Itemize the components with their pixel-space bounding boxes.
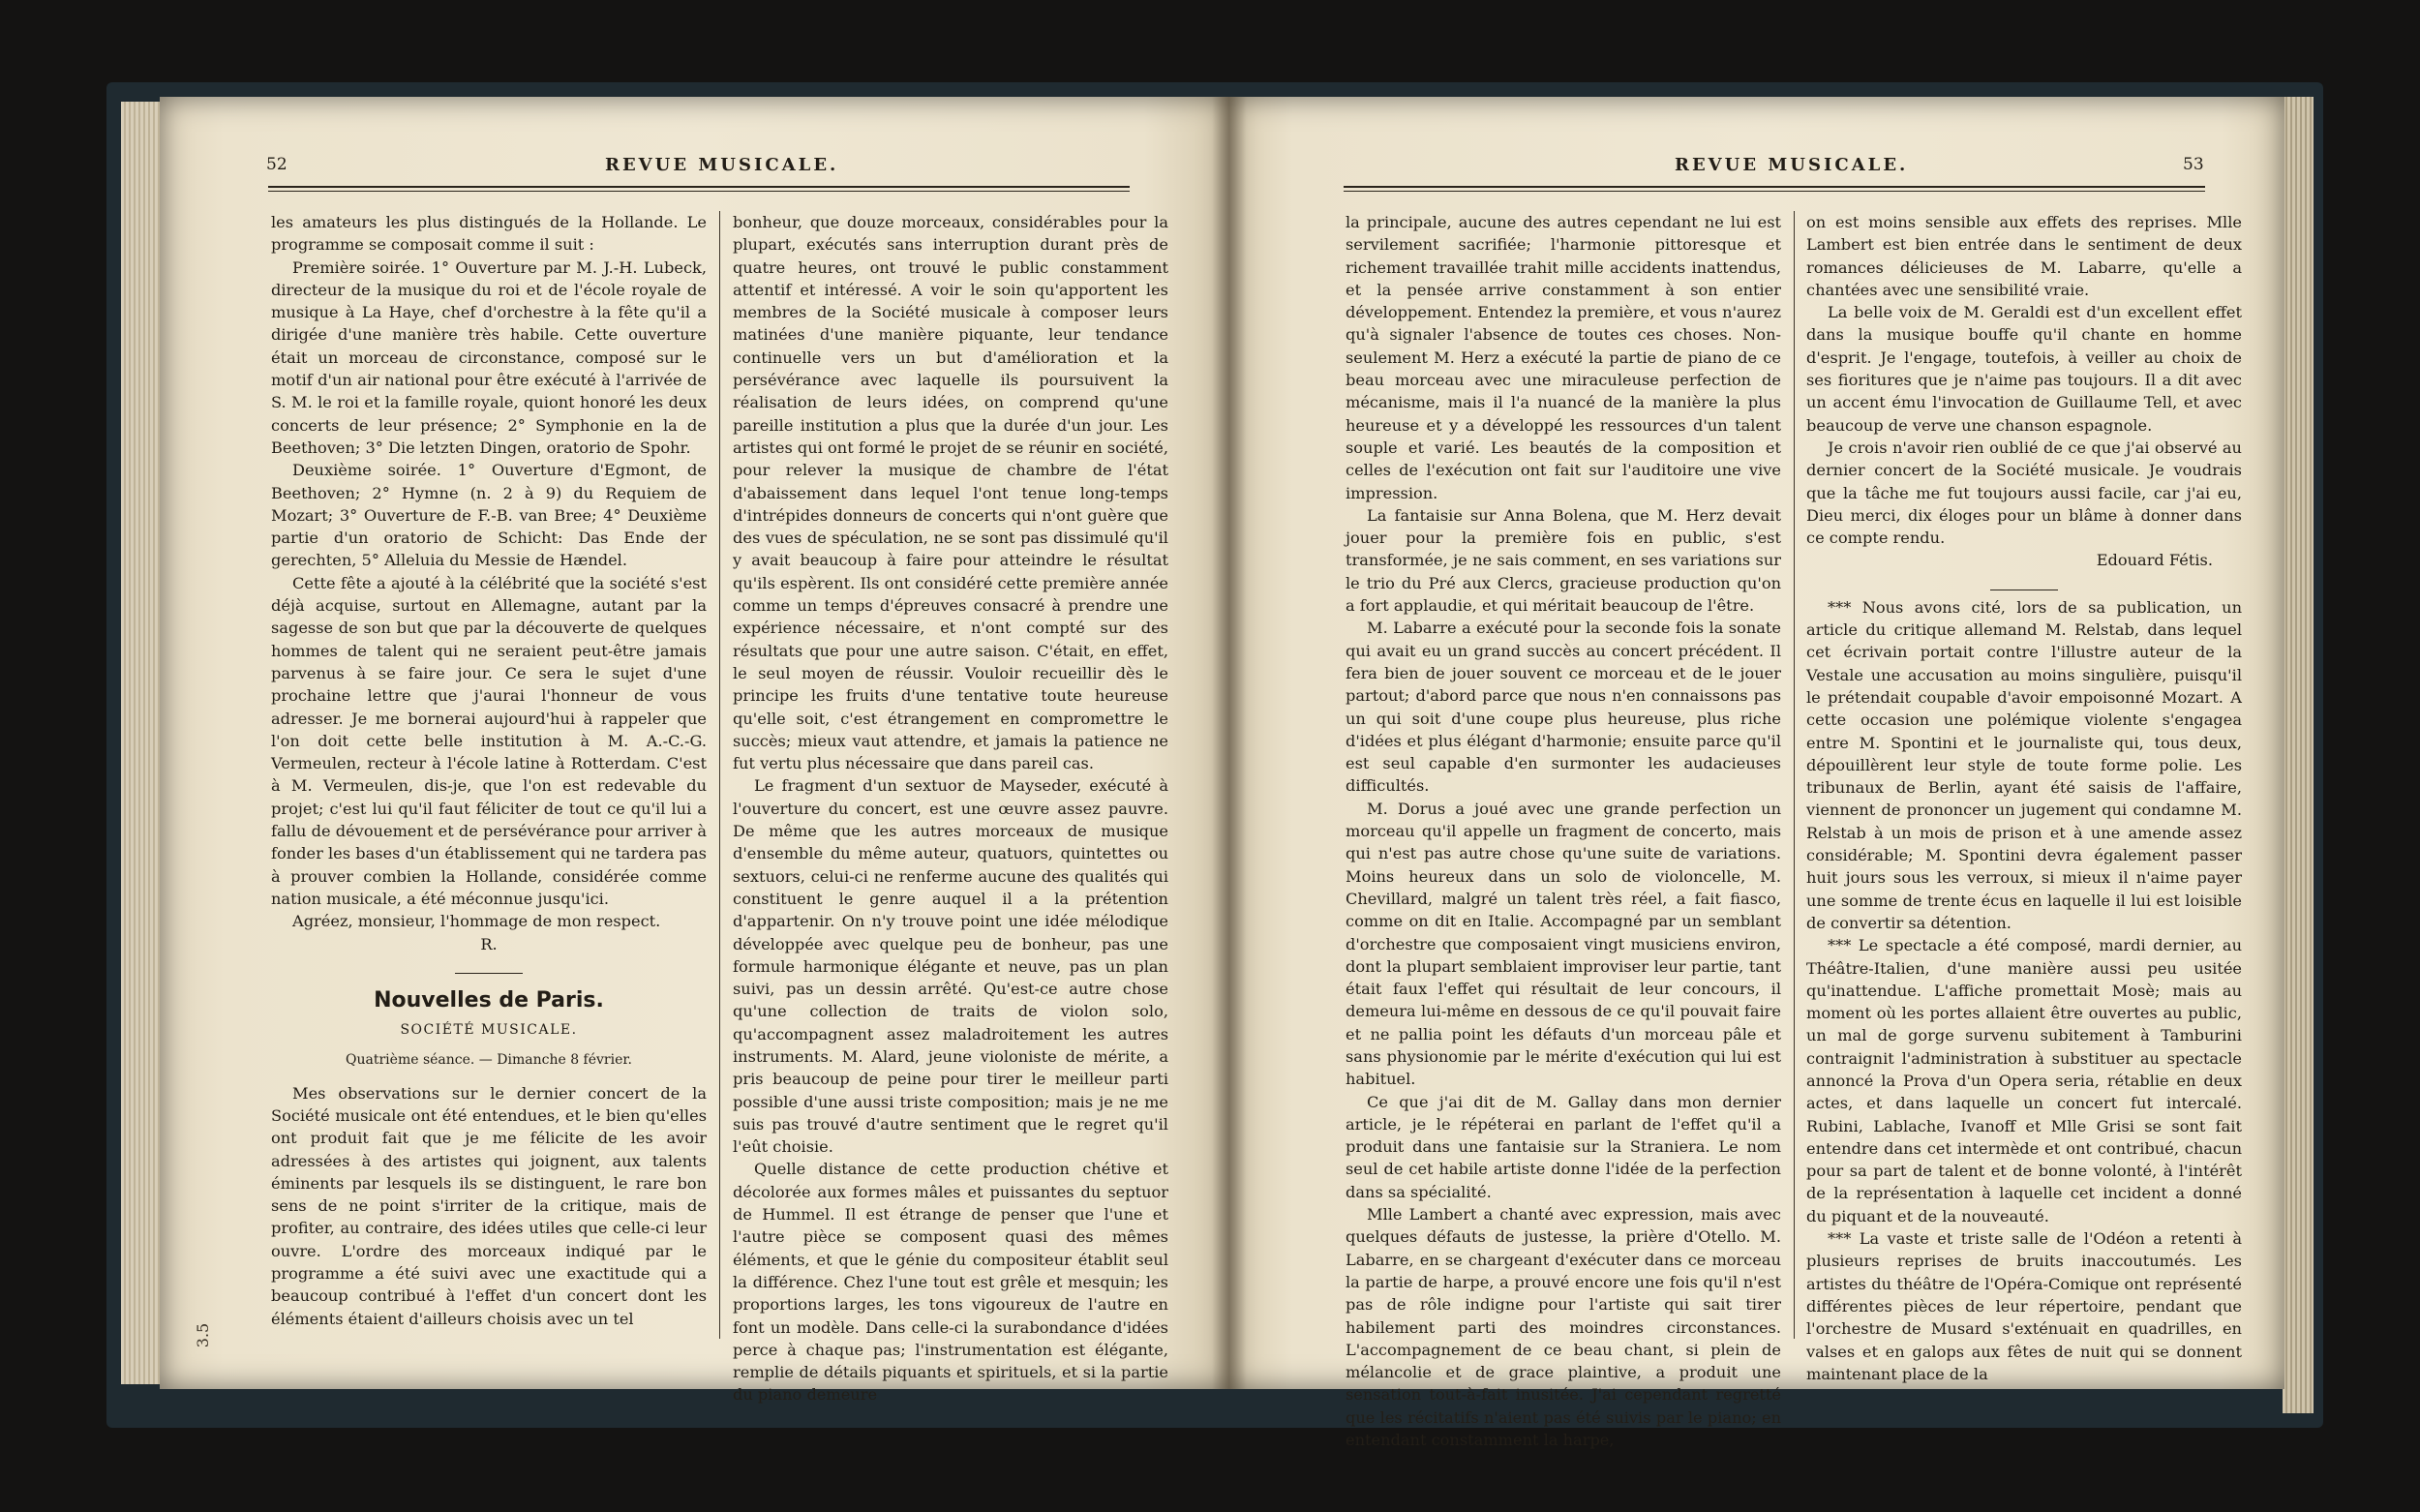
paragraph: Cette fête a ajouté à la célébrité que la société s'est déjà acquise, surtout en Allemagne, autant par la sagesse de son but que par la découverte de quelques hommes de talent qui ne seraient peut-être jamais parvenus à se faire jour. Ce sera le sujet d'une prochaine lettre que j'aurai l'honneur de vous adresser. Je me bornerai aujourd'hui à rappeler que l'on doit cette belle institution à M. A.-C.-G. Vermeulen, recteur à l'école latine à Rotterdam. C'est à M. Vermeulen, dis-je, que l'on est redevable du projet; c'est lui qu'il faut féliciter de tout ce qu'il lui a fallu de dévouement et de persévérance pour arriver à fonder les bases d'un établissement qui ne tardera pas à prouver combien la Hollande, considérée comme nation musicale, a été méconnue jusqu'ici. bbox=[271, 573, 707, 908]
paragraph: bonheur, que douze morceaux, considérables pour la plupart, exécutés sans interruption durant près de quatre heures, ont trouvé le public constamment attentif et intéressé. A voir le soin qu'apportent les membres de la Société musicale à composer leurs matinées d'une manière piquante, leur tendance continuelle vers un but d'amélioration et la persévérance avec laquelle ils poursuivent la réalisation de leurs idées, on comprend qu'une pareille institution a plus que la durée d'un jour. Les artistes qui ont formé le projet de se réunir en société, pour relever la musique de chambre de l'état d'abaissement dans lequel l'ont tenue long-temps d'intrépides donneurs de concerts qui n'ont guère que des vues de spéculation, ne se sont pas dissimulé qu'il y avait beaucoup à faire pour atteindre le résultat qu'ils espèrent. Ils ont considéré cette première année comme un temps d'épreuves consacré à prendre une expérience nécessaire, et n'ont compté sur des résultats que pour une autre saison. C'était, en effet, le seul moyen de réussir. Vouloir recueillir dès le principe les fruits d'une tentative toute heureuse qu'elle soit, c'est étrangement en compromettre le succès; mieux vaut attendre, et jamais la patience ne fut vertu plus nécessaire que dans pareil cas. bbox=[733, 213, 1169, 773]
left-page bbox=[160, 97, 1229, 1405]
paragraph: La belle voix de M. Geraldi est d'un excellent effet dans la musique bouffe qu'il chante en homme d'esprit. Je l'engage, toutefois, à veiller au choix de ses fioritures que je n'aime pas toujours. Il a dit avec un accent ému l'invocation de Guillaume Tell, et avec beaucoup de verve une chanson espagnole. bbox=[1806, 303, 2242, 435]
right-column-1 bbox=[1346, 211, 1781, 1451]
paragraph: Je crois n'avoir rien oublié de ce que j'ai observé au dernier concert de la Société musicale. Je voudrais que la tâche me fut toujours aussi facile, car j'ai eu, Dieu merci, dix éloges pour un blâme à donner dans ce compte rendu. bbox=[1806, 438, 2242, 548]
running-head-right: REVUE MUSICALE. bbox=[1675, 155, 1909, 175]
signature: Edouard Fétis. bbox=[2096, 551, 2213, 570]
news-item: *** Le spectacle a été composé, mardi dernier, au Théâtre-Italien, d'une manière aussi peu usitée qu'inattendue. L'affiche promettait Mosè; mais au moment où les portes allaient être ouvertes au public, un mal de gorge survenu subitement à Tamburini contraignit l'administration à substituer au spectacle annoncé la Prova d'un Opera seria, rétablie en deux actes, et dans laquelle un concert fut intercalé. Rubini, Lablache, Ivanoff et Mlle Grisi se sont fait entendre dans cet intermède et ont contribué, chacun pour sa part de talent et de bonne volonté, à l'intérêt de la représentation à laquelle cet incident a donné du piquant et de la nouveauté. bbox=[1806, 936, 2242, 1225]
left-column-2 bbox=[733, 211, 1168, 1406]
paragraph: Ce que j'ai dit de M. Gallay dans mon dernier article, je le répéterai en parlant de l'effet qu'il a produit dans une fantaisie sur la Straniera. Le nom seul de cet habile artiste donne l'idée de la perfection dans sa spécialité. bbox=[1346, 1092, 1781, 1201]
column-divider bbox=[719, 211, 720, 1339]
left-column-1 bbox=[271, 211, 707, 1330]
paragraph: M. Labarre a exécuté pour la seconde fois la sonate qui avait eu un grand succès au concert précédent. Il fera bien de jouer souvent ce morceau et de le jouer partout; d'abord parce que nous n'en connaissons pas un qui soit d'une coupe plus heureuse, plus riche d'idées et plus élégant d'harmonie; ensuite parce qu'il est seul capable d'en surmonter les audacieuses difficultés. bbox=[1346, 619, 1781, 796]
paragraph: Le fragment d'un sextuor de Mayseder, exécuté à l'ouverture du concert, est une œuvre assez pauvre. De même que les autres morceaux de musique d'ensemble du même auteur, quatuors, quintettes ou sextuors, celui-ci ne renferme aucune des qualités qui constituent le genre auquel il a la prétention d'appartenir. On n'y trouve point une idée mélodique développée avec quelque peu de bonheur, pas une formule harmonique élégante et neuve, pas un plan suivi, pas un dessin arrêté. Qu'est-ce autre chose qu'une collection de traits de violon solo, qu'accompagnent assez maladroitement les autres instruments. M. Alard, jeune violoniste de mérite, a pris beaucoup de peine pour tirer le meilleur parti possible d'une aussi triste composition; mais je ne me suis pas trouvé d'autre sentiment que le regret qu'il l'eût choisie. bbox=[733, 776, 1168, 1157]
seance-date: Quatrième séance. — Dimanche 8 février. bbox=[346, 1052, 632, 1069]
section-subheading: SOCIÉTÉ MUSICALE. bbox=[400, 1022, 578, 1039]
news-item: *** Nous avons cité, lors de sa publication, un article du critique allemand M. Relstab, dans lequel cet écrivain portait contre l'illustre auteur de la Vestale une accusation au moins singulière, puisqu'il le prétendait coupable d'avoir empoisonné Mozart. A cette occasion une polémique violente s'engagea entre M. Spontini et le journaliste qui, tous deux, dépouillèrent leur style de toute forme polie. Les tribunaux de Berlin, ayant été saisis de l'affaire, viennent de prononcer un jugement qui condamne M. Relstab à un mois de prison et à une amende assez considérable; M. Spontini devra également passer huit jours sous les verroux, si mieux il n'aime payer une somme de trente écus en laquelle il lui est loisible de convertir sa détention. bbox=[1806, 597, 2242, 932]
running-head-left: REVUE MUSICALE. bbox=[605, 155, 839, 175]
right-page bbox=[1229, 97, 2284, 1450]
paragraph: les amateurs les plus distingués de la Hollande. Le programme se composait comme il suit : bbox=[271, 213, 707, 255]
paragraph: on est moins sensible aux effets des reprises. Mlle Lambert est bien entrée dans le sentiment de deux romances délicieuses de M. Labarre, qu'elle a chantées avec une sensibilité vraie. bbox=[1806, 213, 2242, 299]
section-heading: Nouvelles de Paris. bbox=[374, 987, 604, 1013]
left-page-edges bbox=[121, 102, 162, 1384]
book-gutter bbox=[1212, 97, 1247, 1389]
paragraph: Mlle Lambert a chanté avec expression, mais avec quelques défauts de justesse, la prière d'Otello. M. Labarre, en se chargeant d'exécuter dans ce morceau la partie de harpe, a prouvé encore une fois qu'il n'est pas de rôle indigne pour l'artiste qui sait tirer habilement parti des moindres circonstances. L'accompagnement de ce beau chant, si plein de mélancolie et de grace plaintive, a produit une sensation tout-à-fait inusitée. J'ai cependant regretté que les récitatifs n'aient pas été suivis par le piano; en entendant constamment la harpe, bbox=[1346, 1205, 1781, 1450]
right-page-edges bbox=[2283, 97, 2314, 1413]
paragraph: Première soirée. 1° Ouverture par M. J.-H. Lubeck, directeur de la musique du roi et de l'école royale de musique à La Haye, chef d'orchestre à la fête qu'il a dirigée d'une manière très habile. Cette ouverture était un morceau de circonstance, composé sur le motif d'un air national pour être exécuté à l'arrivée de S. M. le roi et la famille royale, quiont honoré les deux concerts de leur présence; 2° Symphonie en la de Beethoven; 3° Die letzten Dingen, oratorio de Spohr. bbox=[271, 257, 707, 457]
paragraph: Quelle distance de cette production chétive et décolorée aux formes mâles et puissantes du septuor de Hummel. Il est étrange de penser que l'une et l'autre pièce se composent quasi des mêmes éléments, et que le génie du compositeur établit seul la différence. Chez l'une tout est grêle et mesquin; les proportions larges, les tons vigoureux de l'autre en font un modèle. Dans celle-ci la surabondance d'idées perce à chaque pas; l'instrumentation est élégante, remplie de détails piquants et spirituels, et si la partie du piano demeure bbox=[733, 1160, 1168, 1405]
right-column-2 bbox=[1806, 211, 2242, 1385]
closing-line: Agréez, monsieur, l'hommage de mon respect. bbox=[292, 912, 661, 931]
signature: R. bbox=[480, 934, 498, 953]
header-rule-left bbox=[268, 186, 1130, 192]
news-item: *** La vaste et triste salle de l'Odéon a retenti à plusieurs reprises de bruits inaccoutumés. Les artistes du théâtre de l'Opéra-Comique ont représenté différentes pièces de leur répertoire, pendant que l'orchestre de Musard s'exténuait en quadrilles, en valses et en galops aux fêtes de nuit qui se donnent maintenant place de la bbox=[1806, 1229, 2242, 1383]
paragraph: la principale, aucune des autres cependant ne lui est servilement sacrifiée; l'harmonie pittoresque et richement travaillée trahit mille accidents inattendus, et la pensée arrive constamment à son entier développement. Entendez la première, et vous n'aurez qu'à signaler l'absence de toutes ces choses. Non-seulement M. Herz a exécuté la partie de piano de ce beau morceau avec une miraculeuse perfection de mécanisme, mais il l'a nuancé de la manière la plus heureuse et y a développé les ressources d'un talent souple et varié. Les beautés de la composition et celles de l'exécution ont fait sur l'auditoire une vive impression. bbox=[1346, 213, 1781, 502]
paragraph: M. Dorus a joué avec une grande perfection un morceau qu'il appelle un fragment de concerto, mais qui n'est pas autre chose qu'une suite de variations. Moins heureux dans un solo de violoncelle, M. Chevillard, malgré un talent très réel, a fait fiasco, comme on dit en Italie. Accompagné par un semblant d'orchestre que composaient vingt musiciens environ, dont la plupart semblaient improviser leur partie, tant était faux l'effet qui résultait de leur concours, il demeura lui-même en dessous de ce qu'il pouvait faire et ne pallia point les défauts d'un morceau pâle et sans physionomie par le mérite d'exécution qui lui est habituel. bbox=[1346, 799, 1781, 1089]
paragraph: La fantaisie sur Anna Bolena, que M. Herz devait jouer pour la première fois en public, s'est transformée, je ne sais comment, en ses variations sur le trio du Pré aux Clercs, gracieuse production qu'on a fort applaudie, et qui méritait beaucoup de l'être. bbox=[1346, 505, 1781, 616]
page-number-left: 52 bbox=[266, 155, 287, 174]
margin-annotation: 3.5 bbox=[194, 1322, 213, 1348]
header-rule-right bbox=[1344, 186, 2205, 192]
paragraph: Deuxième soirée. 1° Ouverture d'Egmont, de Beethoven; 2° Hymne (n. 2 à 9) du Requiem de Mozart; 3° Ouverture de F.-B. van Bree; 4° Deuxième partie d'un oratorio de Schicht: Das Ende der gerechten, 5° Alleluia du Messie de Hændel. bbox=[271, 461, 707, 570]
column-divider bbox=[1794, 211, 1795, 1339]
paragraph: Mes observations sur le dernier concert de la Société musicale ont été entendues, et le bien qu'elles ont produit fait que je me félicite de les avoir adressées à des artistes qui joignent, aux talents éminents par lesquels ils se distinguent, le rare bon sens de ne point s'irriter de la critique, mais de profiter, au contraire, des idées utiles que celle-ci leur ouvre. L'ordre des morceaux indiqué par le programme a été suivi avec une exactitude qui a beaucoup contribué à l'effet d'un concert dont les éléments étaient d'ailleurs choisis avec un tel bbox=[271, 1083, 707, 1328]
section-divider bbox=[455, 973, 523, 974]
page-number-right: 53 bbox=[2183, 155, 2204, 174]
